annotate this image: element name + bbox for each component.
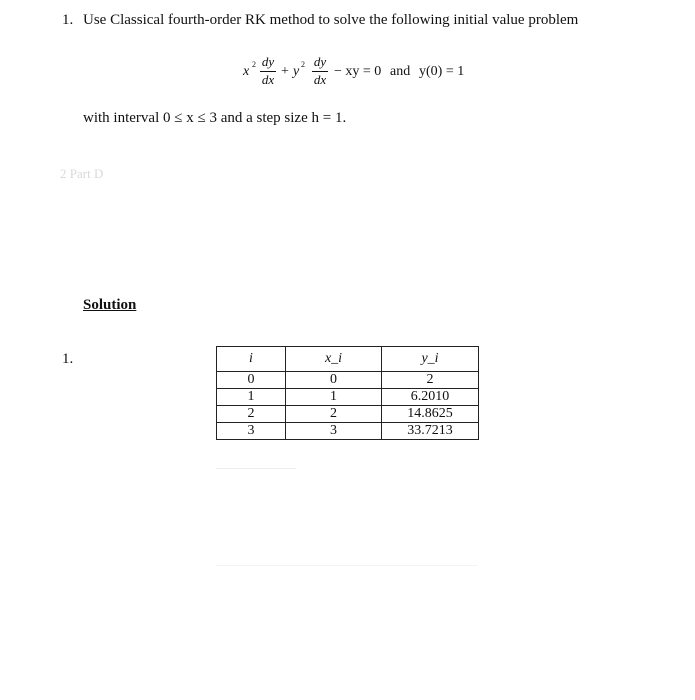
cell-x: 2 (286, 406, 382, 423)
header-x: x_i (286, 347, 382, 372)
eq-minus-xy: − xy = 0 (334, 64, 382, 79)
faded-text: 2 Part D (60, 166, 104, 181)
eq-dy-1: dy (261, 54, 275, 69)
eq-x-exponent: 2 (252, 60, 256, 69)
interval-text: with interval 0 ≤ x ≤ 3 and a step size h = 1. (83, 110, 347, 126)
faint-divider (216, 468, 296, 469)
table-row (217, 372, 479, 389)
eq-plus: + (281, 64, 289, 79)
eq-y-term: y (293, 64, 300, 79)
table-header-row (217, 347, 479, 372)
eq-and: and (390, 64, 411, 79)
solution-heading: Solution (83, 297, 137, 313)
eq-dx-1: dx (261, 72, 275, 87)
eq-dy-2: dy (313, 54, 327, 69)
cell-i: 3 (217, 423, 286, 440)
answer-number: 1. (62, 351, 74, 367)
cell-y: 2 (382, 372, 479, 389)
table-row (217, 406, 479, 423)
eq-x-term: x (243, 64, 250, 79)
eq-y-exponent: 2 (301, 60, 305, 69)
header-i: i (217, 347, 286, 372)
cell-x: 3 (286, 423, 382, 440)
cell-y: 33.7213 (382, 423, 479, 440)
cell-y: 6.2010 (382, 389, 479, 406)
table-row (217, 423, 479, 440)
cell-y: 14.8625 (382, 406, 479, 423)
faint-divider (216, 565, 478, 566)
question-text: Use Classical fourth-order RK method to solve the following initial value problem (83, 12, 579, 28)
cell-i: 0 (217, 372, 286, 389)
header-y: y_i (382, 347, 479, 372)
cell-x: 0 (286, 372, 382, 389)
cell-i: 2 (217, 406, 286, 423)
cell-x: 1 (286, 389, 382, 406)
eq-dx-2: dx (313, 72, 327, 87)
results-table (216, 346, 479, 440)
eq-initial-condition: y(0) = 1 (419, 64, 465, 79)
table-row (217, 389, 479, 406)
cell-i: 1 (217, 389, 286, 406)
question-number: 1. (62, 12, 74, 28)
